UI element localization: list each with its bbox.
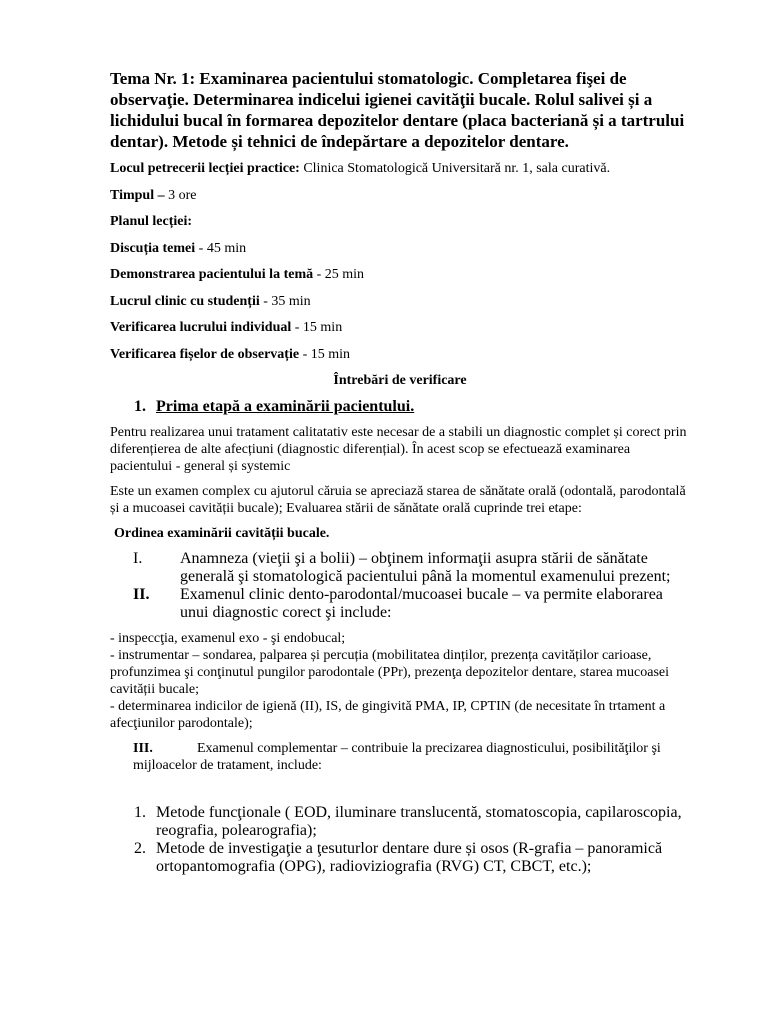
plan-item-duration: - 45 min (195, 240, 247, 256)
plan-item-label: Discuția temei (110, 240, 196, 256)
paragraph: Pentru realizarea unui tratament calitatativ este necesar de a stabili un diagnostic complet și corect prin diferențierea de alte afecțiuni (diagnostic diferențial). În acest scop se efectuează examinarea pacientului - general și systemic (110, 425, 687, 474)
time-value: 3 ore (164, 187, 197, 203)
location-label: Locul petrecerii lecției practice: (110, 161, 300, 176)
roman-item-iii (110, 740, 690, 774)
plan-item (110, 346, 690, 363)
plan-item-duration: - 15 min (299, 346, 351, 362)
plan-item (110, 266, 690, 283)
method-text: Metode de investigaţie a ţesuturlor dentare dure și osos (R-grafia – panoramică ortopantomografia (OPG), radioviziografia (RVG) CT, CBCT, etc.); (156, 840, 663, 875)
roman-text: Examenul clinic dento-parodontal/mucoasei bucale – va permite elaborarea unui diagnostic corect şi include: (180, 586, 663, 621)
plan-item (110, 293, 690, 310)
method-number: 1. (134, 804, 146, 821)
roman-item (110, 586, 690, 622)
document-page (110, 68, 690, 876)
examination-details (110, 630, 690, 732)
detail-line: - instrumentar – sondarea, palparea și percuția (mobilitatea dinților, prezența cavităților carioase, profunzimea şi conţinutul pungilor parodontale (PPr), prezenţa depozitelor dentare, starea mucoasei cavității bucale; (110, 648, 670, 697)
method-item (110, 840, 690, 876)
plan-item (110, 319, 690, 336)
method-text: Metode funcţionale ( EOD, iluminare translucentă, stomatoscopia, capilaroscopia, reografia, polearografia); (156, 804, 682, 839)
method-number: 2. (134, 840, 146, 857)
plan-item-label: Lucrul clinic cu studenții (110, 293, 260, 309)
paragraph: Este un examen complex cu ajutorul căruia se apreciază starea de sănătate orală (odontală, parodontală și a mucoasei cavității bucale); Evaluarea stării de sănătate orală cuprinde trei etape: (110, 484, 686, 516)
roman-item (110, 550, 690, 586)
plan-item-label: Demonstrarea pacientului la temă (110, 267, 314, 282)
method-item (110, 804, 690, 840)
detail-line: - determinarea indicilor de igienă (II), IS, de gingivită PMA, IP, CPTIN (de necesitate în trtament a afecţiunilor parodontale); (110, 699, 666, 731)
document-title: Tema Nr. 1: Examinarea pacientului stomatologic. Completarea fişei de observaţie. Determinarea indicelui igienei cavităţii bucale. Rolul salivei și a lichidului bucal în formarea depozitelor dentare (placa bacteriană și a tartrului dentar). Metode și tehnici de îndepărtare a depozitelor dentare. (110, 69, 685, 151)
lesson-time (110, 187, 690, 204)
location-value: Clinica Stomatologică Universitară nr. 1, sala curativă. (299, 161, 611, 176)
spacer (110, 782, 690, 804)
question-number: 1. (134, 398, 146, 415)
order-heading: Ordinea examinării cavității bucale. (114, 526, 330, 541)
roman-number: I. (133, 550, 143, 567)
plan-item-duration: - 25 min (313, 267, 365, 282)
plan-item-duration: - 15 min (291, 320, 343, 335)
question-text: Prima etapă a examinării pacientului. (156, 398, 415, 415)
plan-item-label: Verificarea lucrului individual (110, 320, 292, 335)
roman-number: II. (133, 586, 150, 603)
plan-item (110, 240, 690, 257)
question-item (110, 398, 690, 416)
detail-line: - inspeccţia, examenul exo - şi endobucal; (110, 631, 346, 646)
plan-item-duration: - 35 min (259, 293, 311, 309)
roman-text: Anamneza (vieţii şi a bolii) – obţinem informaţii asupra stării de sănătate generală şi stomatologică pacientului până la momentul examenului prezent; (180, 550, 671, 585)
time-label: Timpul – (110, 187, 165, 203)
roman-text: Examenul complementar – contribuie la precizarea diagnosticului, posibilităţilor şi mijloacelor de tratament, include: (133, 741, 661, 773)
questions-heading: Întrebări de verificare (333, 373, 467, 388)
lesson-plan-heading: Planul lecției: (110, 214, 193, 229)
plan-item-label: Verificarea fișelor de observație (110, 346, 300, 362)
roman-number: III. (133, 741, 153, 756)
lesson-location (110, 160, 690, 177)
